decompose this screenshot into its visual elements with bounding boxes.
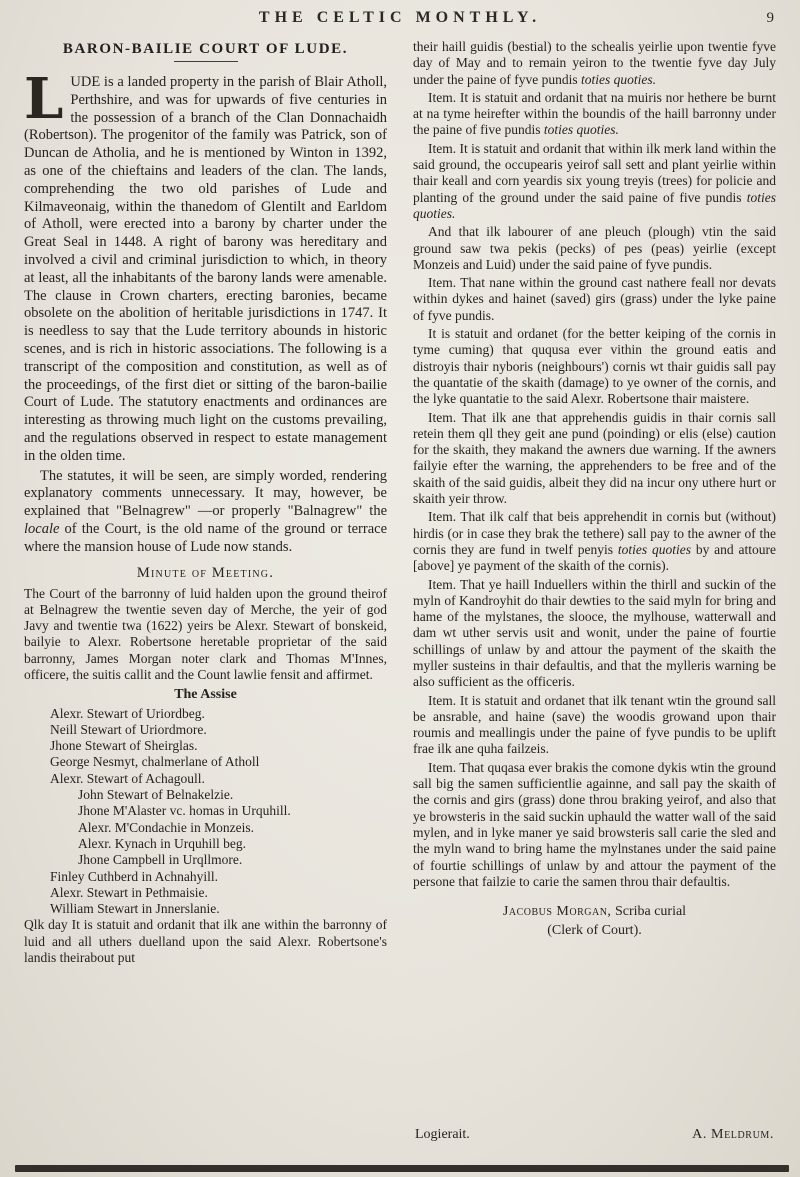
transcript-paragraph [413, 410, 776, 508]
paragraph-text: Item. That ilk calf that beis apprehendit in cornis but (without) hirdis (or in case they brak the tethere) sall pay to the awner of the cornis they are fund in twelf penyis [413, 509, 776, 557]
transcript-paragraph [413, 760, 776, 890]
signature-role: (Clerk of Court). [547, 923, 642, 939]
paragraph-text: The statutes, it will be seen, are simply worded, rendering explanatory comments unnecessary. It may, however, be explained that "Belnagrew" —or properly "Balnagrew" the [24, 467, 387, 520]
assise-member: Alexr. Stewart of Uriordbeg. [50, 705, 205, 721]
assise-member: Finley Cuthberd in Achnahyill. [50, 868, 218, 884]
assise-member: Neill Stewart of Uriordmore. [50, 721, 207, 737]
minute-transcript [24, 586, 387, 967]
minute-of-meeting-heading: Minute of Meeting. [136, 564, 275, 581]
page-number: 9 [766, 10, 774, 26]
paragraph-text: Item. It is statuit and ordanet that ilk tenant wtin the ground sall be ansrable, and haine (save) the woodis growand upon thair roumis and meallingis under the paine of fyve pundis to be uplift frae ilk ane quha failzeis. [413, 692, 776, 757]
signatory-title: Scriba curial [611, 904, 687, 920]
colophon-author: A. Meldrum. [692, 1127, 774, 1142]
transcript-paragraph [413, 141, 776, 222]
masthead [0, 0, 800, 27]
transcript-paragraph [413, 39, 776, 88]
page-bottom-edge [15, 1165, 789, 1172]
drop-cap: L [24, 66, 64, 132]
latin-phrase: toties quoties [617, 541, 691, 557]
assise-member: Alexr. Stewart of Achagoull. [50, 770, 205, 786]
article-colophon [413, 1119, 776, 1159]
assise-member: Alexr. Stewart in Pethmaisie. [50, 884, 208, 900]
paragraph-text: Item. That ilk ane that apprehendis guidis in thair cornis sall retein them qll they geit ane pund (poinding) or elis (else) caution for the skaith, they makand the awners due warning. If the awners failyie efter the warning, the apprehenders to be free and of the skaith of the said guidis, albeit they did na incur ony uthere hurt or skaith yeir throw. [413, 409, 776, 507]
transcript-paragraph [413, 326, 776, 407]
assise-member: John Stewart of Belnakelzie. [78, 787, 234, 803]
transcript-continuation [413, 39, 776, 892]
lead-text: UDE is a landed property in the parish of Blair Atholl, Perthshire, and was for upwards of five centuries in the possession of a branch of the Clan Donnachaidh (Robertson). The progenitor of the family was Patrick, son of Duncan de Atholia, and he is mentioned by Winton in 1392, as one of the chieftains and leaders of the clan. The lands, comprehending the two old parishes of Lude and Kilmaveonaig, within the thanedom of Glentilt and Earldom of Atholl, were erected into a barony by charter under the Great Seal in 1448. A right of barony was hereditary and involved a civil and criminal jurisdiction to which, in theory at least, all the inhabitants of the barony lands were amenable. The clause in Crown charters, erecting baronies, became obsolete on the abolition of heritable jurisdictions in 1747. It is needless to say that the Lude territory abounds in historic scenes, and is rich in historic associations. The following is a transcript of the composition and constitution, as well as of the proceedings, of the first diet or sitting of the baron-bailie Court of Lude. The statutory enactments and ordinances are interesting as throwing much light on the customs prevailing, and the regulations observed in respect to estate management in the olden time. [24, 74, 387, 464]
minute-paragraph: The Court of the barronny of luid halden upon the ground theirof at Belnagrew the twentie seven day of Merche, the yeir of god Javy and twentie twa (1622) yeirs be Alexr. Stewart of bonskeid, bailyie to Alexr. Robertsone heretable proprietar of the said barronny, James Morgan noter clark and Thomas M'Innes, officere, the suitis callit and the Count lawlie fensit and affirmet. [24, 585, 387, 682]
article-intro [24, 66, 387, 557]
paragraph-text: Item. That quqasa ever brakis the comone dykis wtin the ground sall big the samen sufficientlie againne, and sall pay the skaith of the cornis and girs (grass) done throu braking yeirof, and also that ye browsteris in the said suckin uphauld the watter wall of the said mylen, and in lyke maner ye said browsteris sall carie the sled and the myln wand to bring hame the mylnstanes under the said paine of fourtie schillings of unlaw by and attour the payment of the persone that failzie to carie the samen throu thair defaultis. [413, 759, 776, 889]
paragraph-text: of the Court, is the old name of the ground or terrace where the mansion house of Lude now stands. [24, 520, 387, 555]
paragraph-text: It is statuit and ordanet (for the better keiping of the cornis in tyme cuming) that ququsa ever vithin the ground eatis and distroyis thair nyboris (neighbours') cornis wt thair guidis sall pay the quantatie of the skaith (damage) to ye owner of the cornis, and the lyke quantatie to the said Alexr. Robertsone thair maistere. [413, 326, 776, 407]
transcript-paragraph [413, 577, 776, 691]
assise-member: Jhone Stewart of Sheirglas. [50, 738, 198, 754]
signature-block [413, 902, 776, 940]
latin-phrase: toties quoties. [580, 71, 656, 87]
article-paragraph [24, 468, 387, 557]
article-title: BARON-BAILIE COURT OF LUDE. [62, 41, 349, 57]
paragraph-text: Item. It is statuit and ordanit that na muiris nor hethere be burnt at na tyme heirefter within the boundis of the haill barronny under the paine of five pundis [413, 89, 776, 138]
right-column [413, 39, 776, 1159]
transcript-paragraph [413, 224, 776, 273]
two-column-layout [0, 27, 800, 1159]
assise-member: William Stewart in Jnnerslanie. [50, 901, 220, 917]
paragraph-text: Item. It is statuit and ordanit that within ilk merk land within the said ground, the occupearis yeirof sall sett and plant yeirlie within thair keall and corn yeardis six young treyis (trees) for policie and planting of the ground under the said paine of five pundis [413, 140, 776, 205]
journal-title: THE CELTIC MONTHLY. [258, 9, 542, 26]
transcript-paragraph [413, 275, 776, 324]
paragraph-text: Item. That nane within the ground cast nathere feall nor devats within dykes and hainet (saved) girs (grass) under the lyke paine of fyve pundis. [413, 275, 776, 323]
assise-member: Alexr. Kynach in Urquhill beg. [78, 835, 246, 851]
transcript-paragraph [413, 693, 776, 758]
latin-phrase: toties quoties. [543, 122, 619, 138]
article-lead-paragraph [24, 66, 387, 466]
title-rule [174, 61, 238, 62]
assise-member: Alexr. M'Condachie in Monzeis. [78, 819, 255, 835]
latin-phrase: toties quoties. [413, 189, 776, 221]
signature-name [413, 902, 776, 921]
colophon-place: Logierait. [415, 1127, 470, 1142]
assise-member: George Nesmyt, chalmerlane of Atholl [50, 754, 260, 770]
assise-heading: The Assise [174, 687, 237, 703]
paragraph-text: by and attoure [above] ye payment of the skaith of the cornis). [413, 541, 776, 574]
paragraph-text: And that ilk labourer of ane pleuch (plough) vtin the said ground saw twa pekis (pecks) of pes (peas) yeirlie (except Monzeis and Luid) under the said paine of fyve pundis. [413, 224, 776, 272]
paragraph-text: their haill guidis (bestial) to the schealis yeirlie upon twentie fyve day of May and to remain yeiron to the twentie fyve day July under the paine of fyve pundis [413, 39, 776, 87]
assise-member: Jhone Campbell in Urqllmore. [78, 852, 243, 868]
transcript-paragraph [413, 509, 776, 574]
transcript-paragraph [413, 90, 776, 139]
italic-word: locale [24, 520, 60, 537]
left-column [24, 39, 387, 1159]
signatory-name: Jacobus Morgan, [502, 904, 612, 920]
assise-list [24, 706, 387, 918]
qlk-day-paragraph: Qlk day It is statuit and ordanit that ilk ane within the barronny of luid and all uthers duelland upon the said Alexr. Robertsone's landis theirabout put [24, 917, 387, 966]
paragraph-text: Item. That ye haill Induellers within the thirll and suckin of the myln of Kandroyhit do thair dewties to the said myln for bring and hame of the mylstanes, the slooce, the mylhouse, watterwall and dam wt uther servis usit and wonit, under the paine of fourtie schillings of unlaw by and attour the payment of the skaith the myller susteins in thair defaultis, and that the mylleris warning be also sufficient as the officeris. [413, 576, 776, 690]
assise-member: Jhone M'Alaster vc. homas in Urquhill. [78, 803, 291, 819]
